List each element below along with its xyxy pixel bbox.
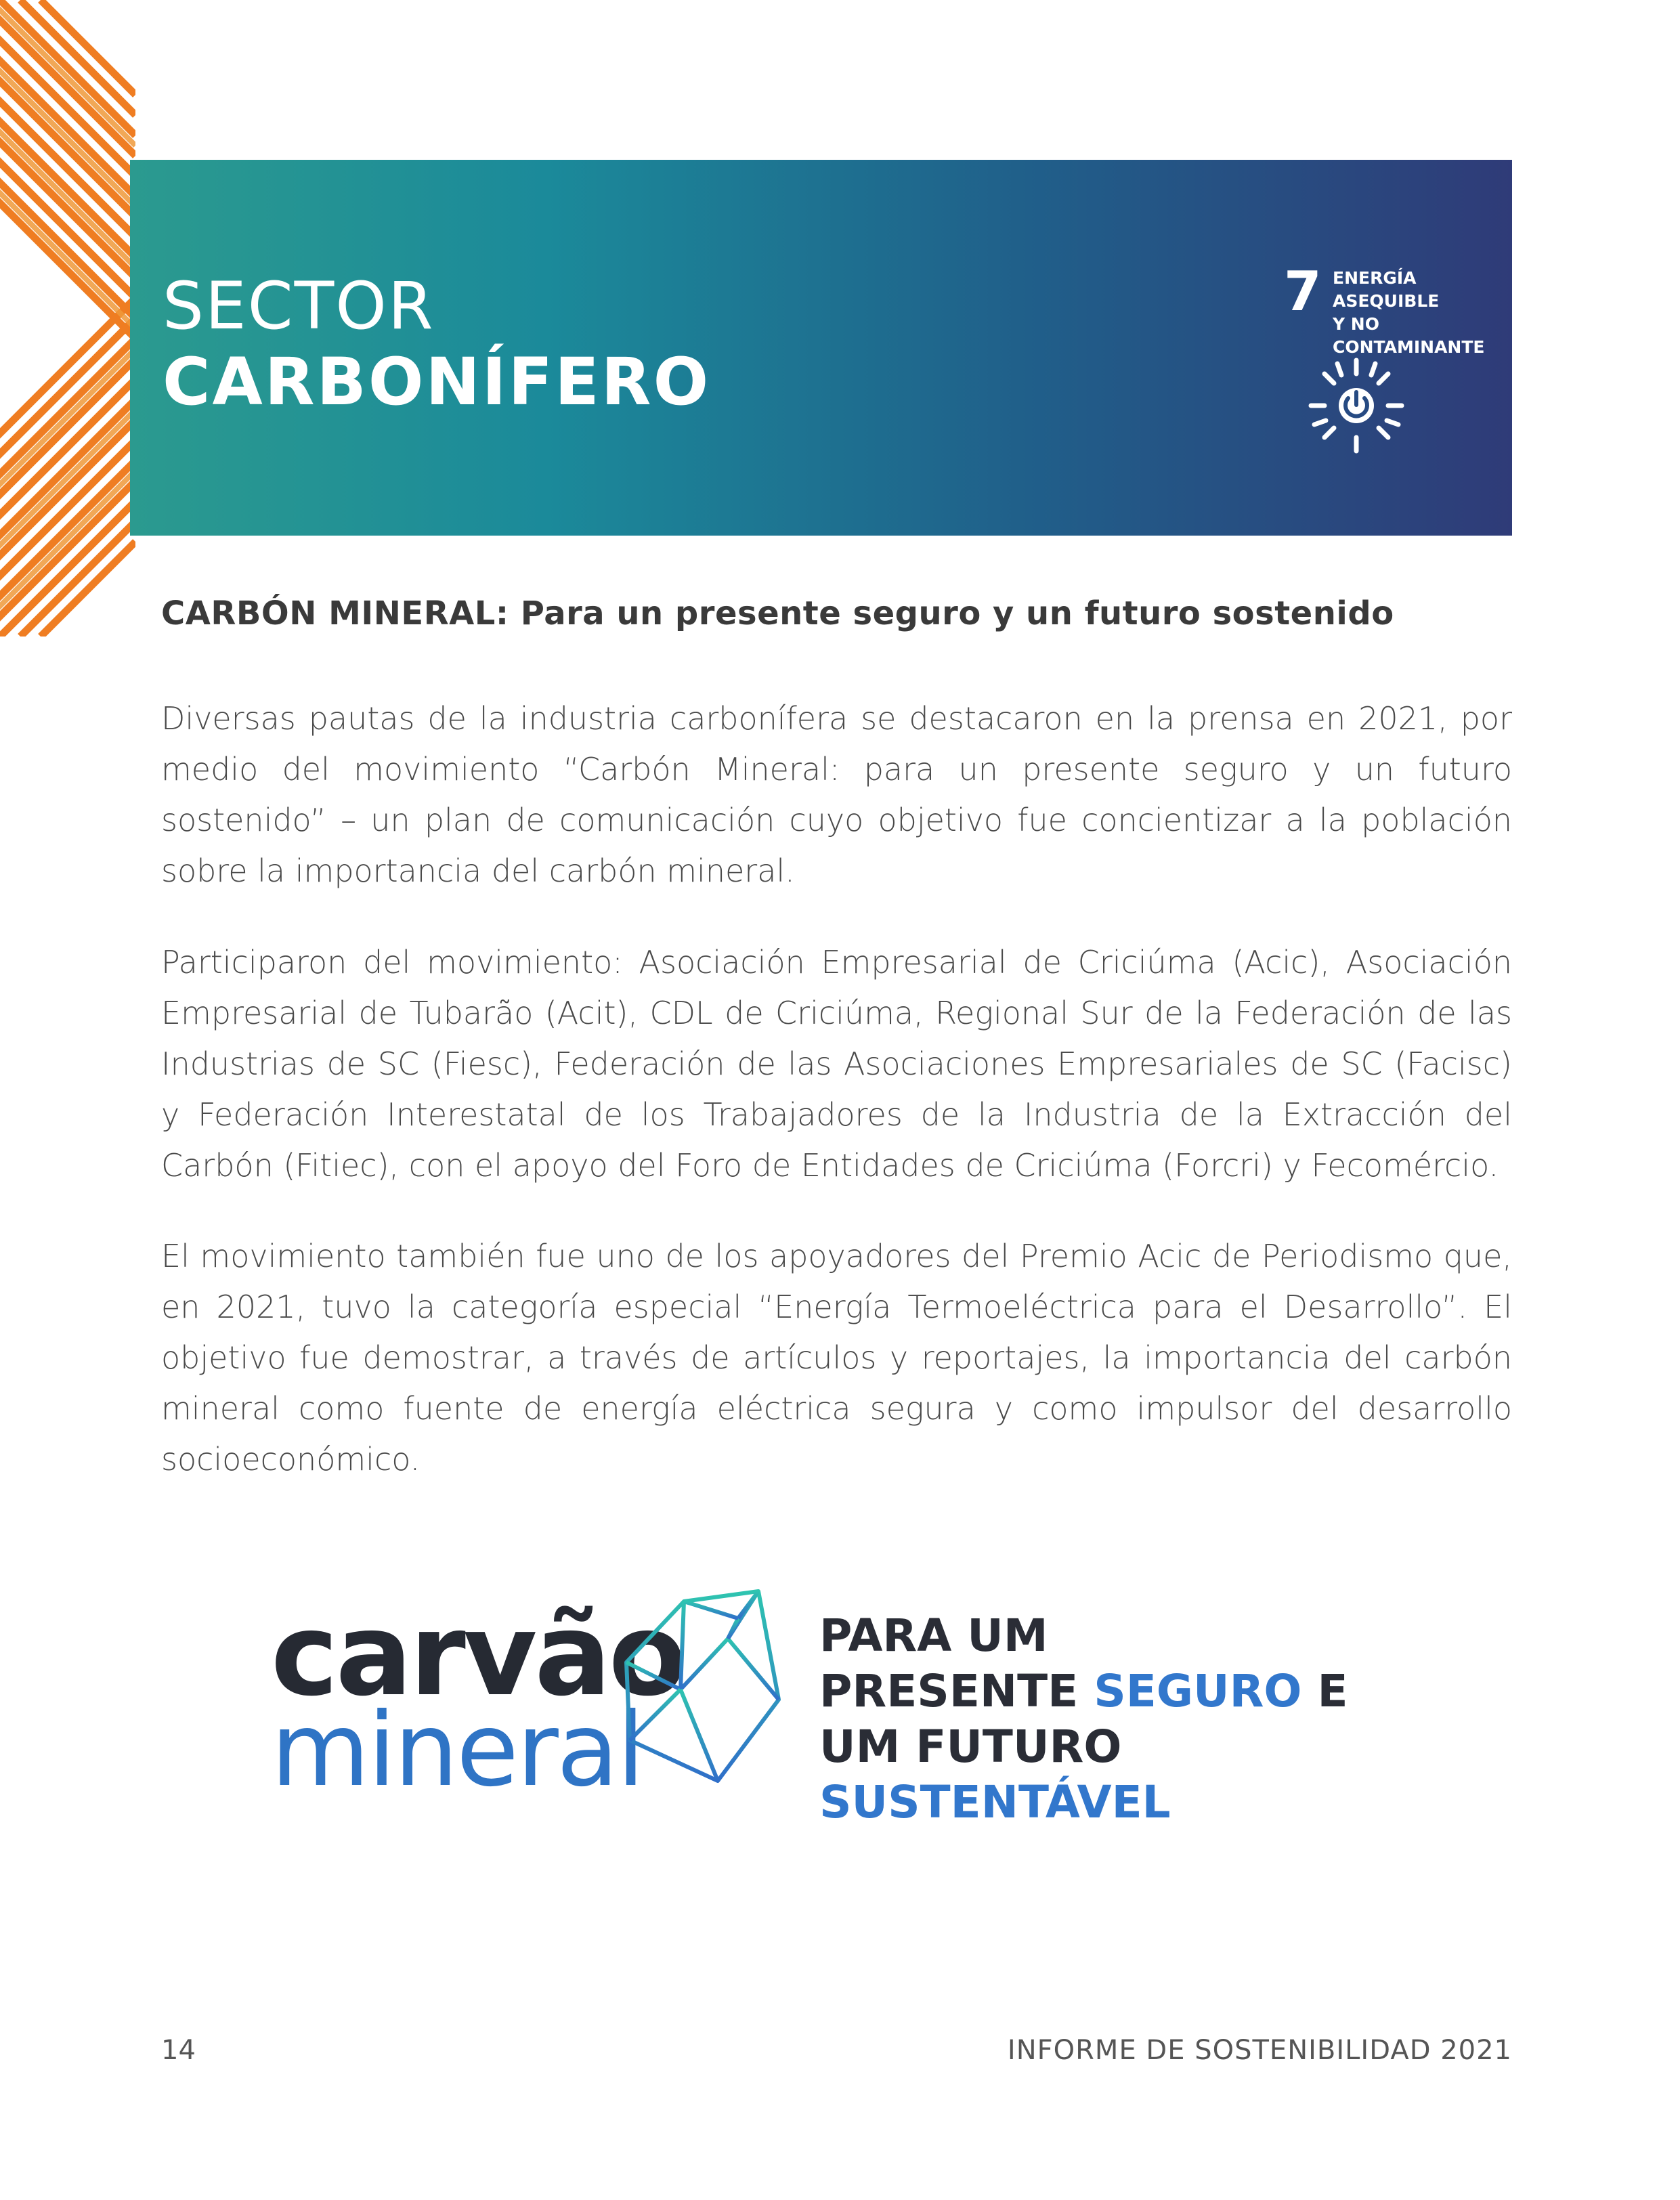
sdg-label — [1333, 267, 1485, 359]
article-subheading: CARBÓN MINERAL: Para un presente seguro y un futuro sostenido — [161, 595, 1394, 632]
gem-icon — [616, 1584, 785, 1788]
report-title: INFORME DE SOSTENIBILIDAD 2021 — [1007, 2035, 1512, 2066]
logo-slogan — [819, 1608, 1422, 1830]
slogan-line3 — [819, 1719, 1422, 1830]
slogan-line2-a: PRESENTE — [819, 1665, 1094, 1717]
slogan-line3-b: SUSTENTÁVEL — [819, 1776, 1171, 1828]
section-title-line1: SECTOR — [163, 268, 435, 344]
sdg-badge — [1265, 260, 1485, 429]
section-title-line2: CARBONÍFERO — [163, 344, 711, 420]
logo-word-carvao: carvão — [271, 1589, 685, 1721]
sun-power-icon — [1306, 355, 1407, 456]
decorative-stripes — [0, 0, 135, 637]
paragraph-2: Participaron del movimiento: Asociación Empresarial de Criciúma (Acic), Asociación Empresarial de Tubarão (Acit), CDL de Criciúma, Regional Sur de la Federación de las Industrias de SC (Fiesc), Federación de las Asociaciones Empresariales de SC (Facisc) y Federación Interestatal de los Trabajadores de la Industria de la Extracción del Carbón (Fitiec), con el apoyo del Foro de Entidades de Criciúma (Forcri) y Fecomércio. — [161, 944, 1512, 1184]
slogan-line2 — [819, 1664, 1422, 1719]
sdg-label-line1: ENERGÍA ASEQUIBLE — [1333, 268, 1440, 311]
page-number: 14 — [161, 2035, 196, 2066]
carvao-mineral-logo — [271, 1571, 1422, 1828]
paragraph-1: Diversas pautas de la industria carbonífera se destacaron en la prensa en 2021, por medio del movimiento “Carbón Mineral: para un presente seguro y un futuro sostenido” – un plan de comunicación cuyo objetivo fue concientizar a la población sobre la importancia del carbón mineral. — [161, 700, 1512, 889]
header-banner — [130, 160, 1512, 536]
slogan-line3-a: UM FUTURO — [819, 1721, 1122, 1773]
slogan-line1: PARA UM — [819, 1610, 1048, 1662]
paragraph-3: El movimiento también fue uno de los apoyadores del Premio Acic de Periodismo que, en 2021, tuvo la categoría especial “Energía Termoeléctrica para el Desarrollo”. El objetivo fue demostrar, a través de artículos y reportajes, la importancia del carbón mineral como fuente de energía eléctrica segura y como impulsor del desarrollo socioeconómico. — [161, 1238, 1512, 1478]
sdg-label-line2: Y NO CONTAMINANTE — [1333, 314, 1485, 357]
logo-word-mineral: mineral — [271, 1691, 643, 1809]
slogan-line2-b: SEGURO — [1094, 1665, 1302, 1717]
sdg-number: 7 — [1284, 260, 1322, 323]
slogan-line2-c: E — [1301, 1665, 1348, 1717]
